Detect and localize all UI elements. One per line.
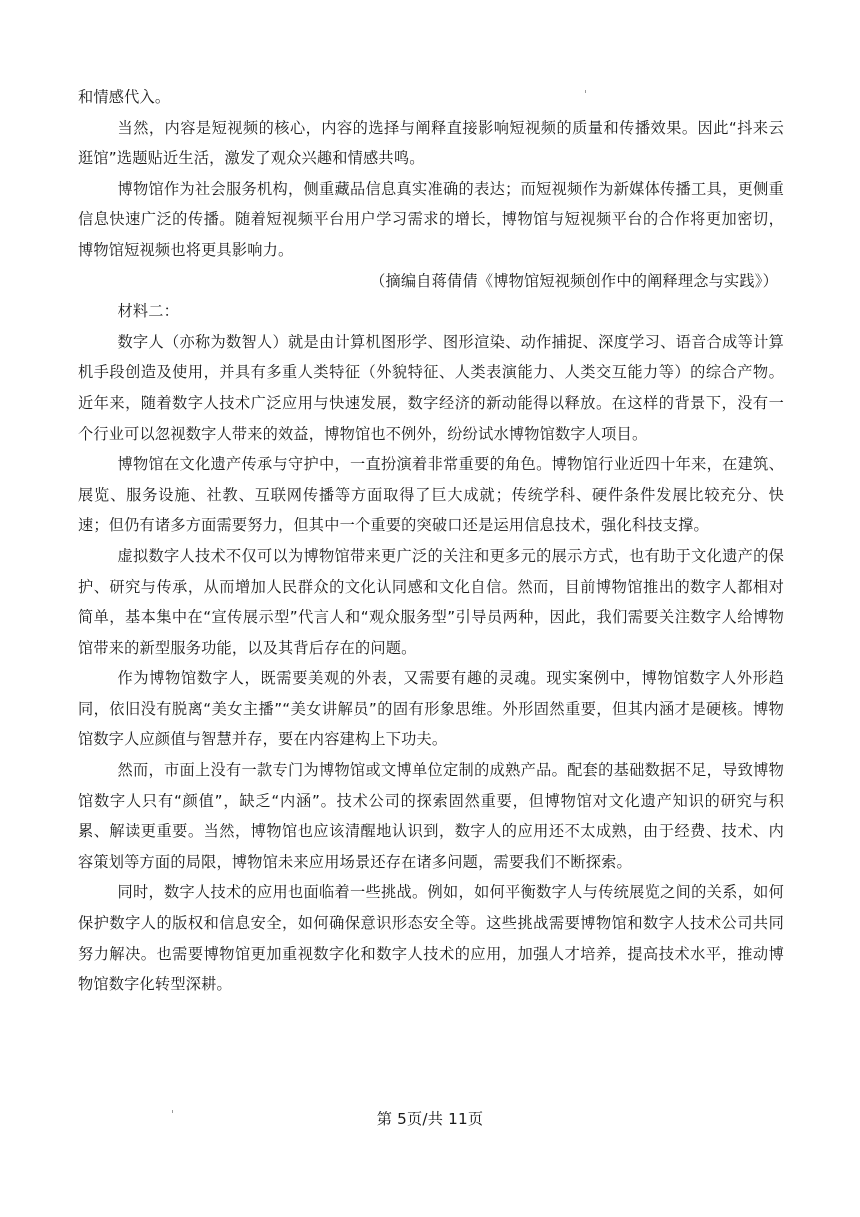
paragraph: 作为博物馆数字人，既需要美观的外表，又需要有趣的灵魂。现实案例中，博物馆数字人外形趋同，依旧没有脱离“美女主播”“美女讲解员”的固有形象思维。外形固然重要，但其内涵才是硬核。博物馆数字人应颜值与智慧并存，要在内容建构上下功夫。 bbox=[78, 669, 784, 749]
paragraph: 博物馆在文化遗产传承与守护中，一直扮演着非常重要的角色。博物馆行业近四十年来，在建筑、展览、服务设施、社教、互联网传播等方面取得了巨大成就；传统学科、硬件条件发展比较充分、快速；但仍有诸多方面需要努力，但其中一个重要的突破口还是运用信息技术，强化科技支撑。 bbox=[78, 455, 784, 535]
source-citation: （摘编自蒋倩倩《博物馆短视频创作中的阐释理念与实践》） bbox=[370, 271, 778, 290]
paragraph: 当然，内容是短视频的核心，内容的选择与阐释直接影响短视频的质量和传播效果。因此“抖来云逛馆”选题贴近生活，激发了观众兴趣和情感共鸣。 bbox=[78, 118, 784, 168]
paragraph: 虚拟数字人技术不仅可以为博物馆带来更广泛的关注和更多元的展示方式，也有助于文化遗产的保护、研究与传承，从而增加人民群众的文化认同感和文化自信。然而，目前博物馆推出的数字人都相对简单，基本集中在“宣传展示型”代言人和“观众服务型”引导员两种，因此，我们需要关注数字人给博物馆带来的新型服务功能，以及其背后存在的问题。 bbox=[78, 546, 784, 657]
section-heading: 材料二： bbox=[117, 302, 180, 321]
paragraph: 博物馆作为社会服务机构，侧重藏品信息真实准确的表达；而短视频作为新媒体传播工具，更侧重信息快速广泛的传播。随着短视频平台用户学习需求的增长，博物馆与短视频平台的合作将更加密切，博物馆短视频也将更具影响力。 bbox=[78, 179, 784, 259]
paragraph: 数字人（亦称为数智人）就是由计算机图形学、图形渲染、动作捕捉、深度学习、语音合成等计算机手段创造及使用，并具有多重人类特征（外貌特征、人类表演能力、人类交互能力等）的综合产物。近年来，随着数字人技术广泛应用与快速发展，数字经济的新动能得以释放。在这样的背景下，没有一个行业可以忽视数字人带来的效益，博物馆也不例外，纷纷试水博物馆数字人项目。 bbox=[78, 332, 784, 443]
document-body bbox=[78, 82, 784, 1000]
paragraph: 然而，市面上没有一款专门为博物馆或文博单位定制的成熟产品。配套的基础数据不足，导致博物馆数字人只有“颜值”，缺乏“内涵”。技术公司的探索固然重要，但博物馆对文化遗产知识的研究与积累、解读更重要。当然，博物馆也应该清醒地认识到，数字人的应用还不太成熟，由于经费、技术、内容策划等方面的局限，博物馆未来应用场景还存在诸多问题，需要我们不断探索。 bbox=[78, 761, 784, 871]
page-number: 第 5页/共 11页 bbox=[376, 1110, 484, 1128]
paragraph-continuation: 和情感代入。 bbox=[78, 88, 171, 106]
paragraph: 同时，数字人技术的应用也面临着一些挑战。例如，如何平衡数字人与传统展览之间的关系，如何保护数字人的版权和信息安全，如何确保意识形态安全等。这些挑战需要博物馆和数字人技术公司共同努力解决。也需要博物馆更加重视数字化和数字人技术的应用，加强人才培养，提高技术水平，推动博物馆数字化转型深耕。 bbox=[78, 883, 784, 994]
